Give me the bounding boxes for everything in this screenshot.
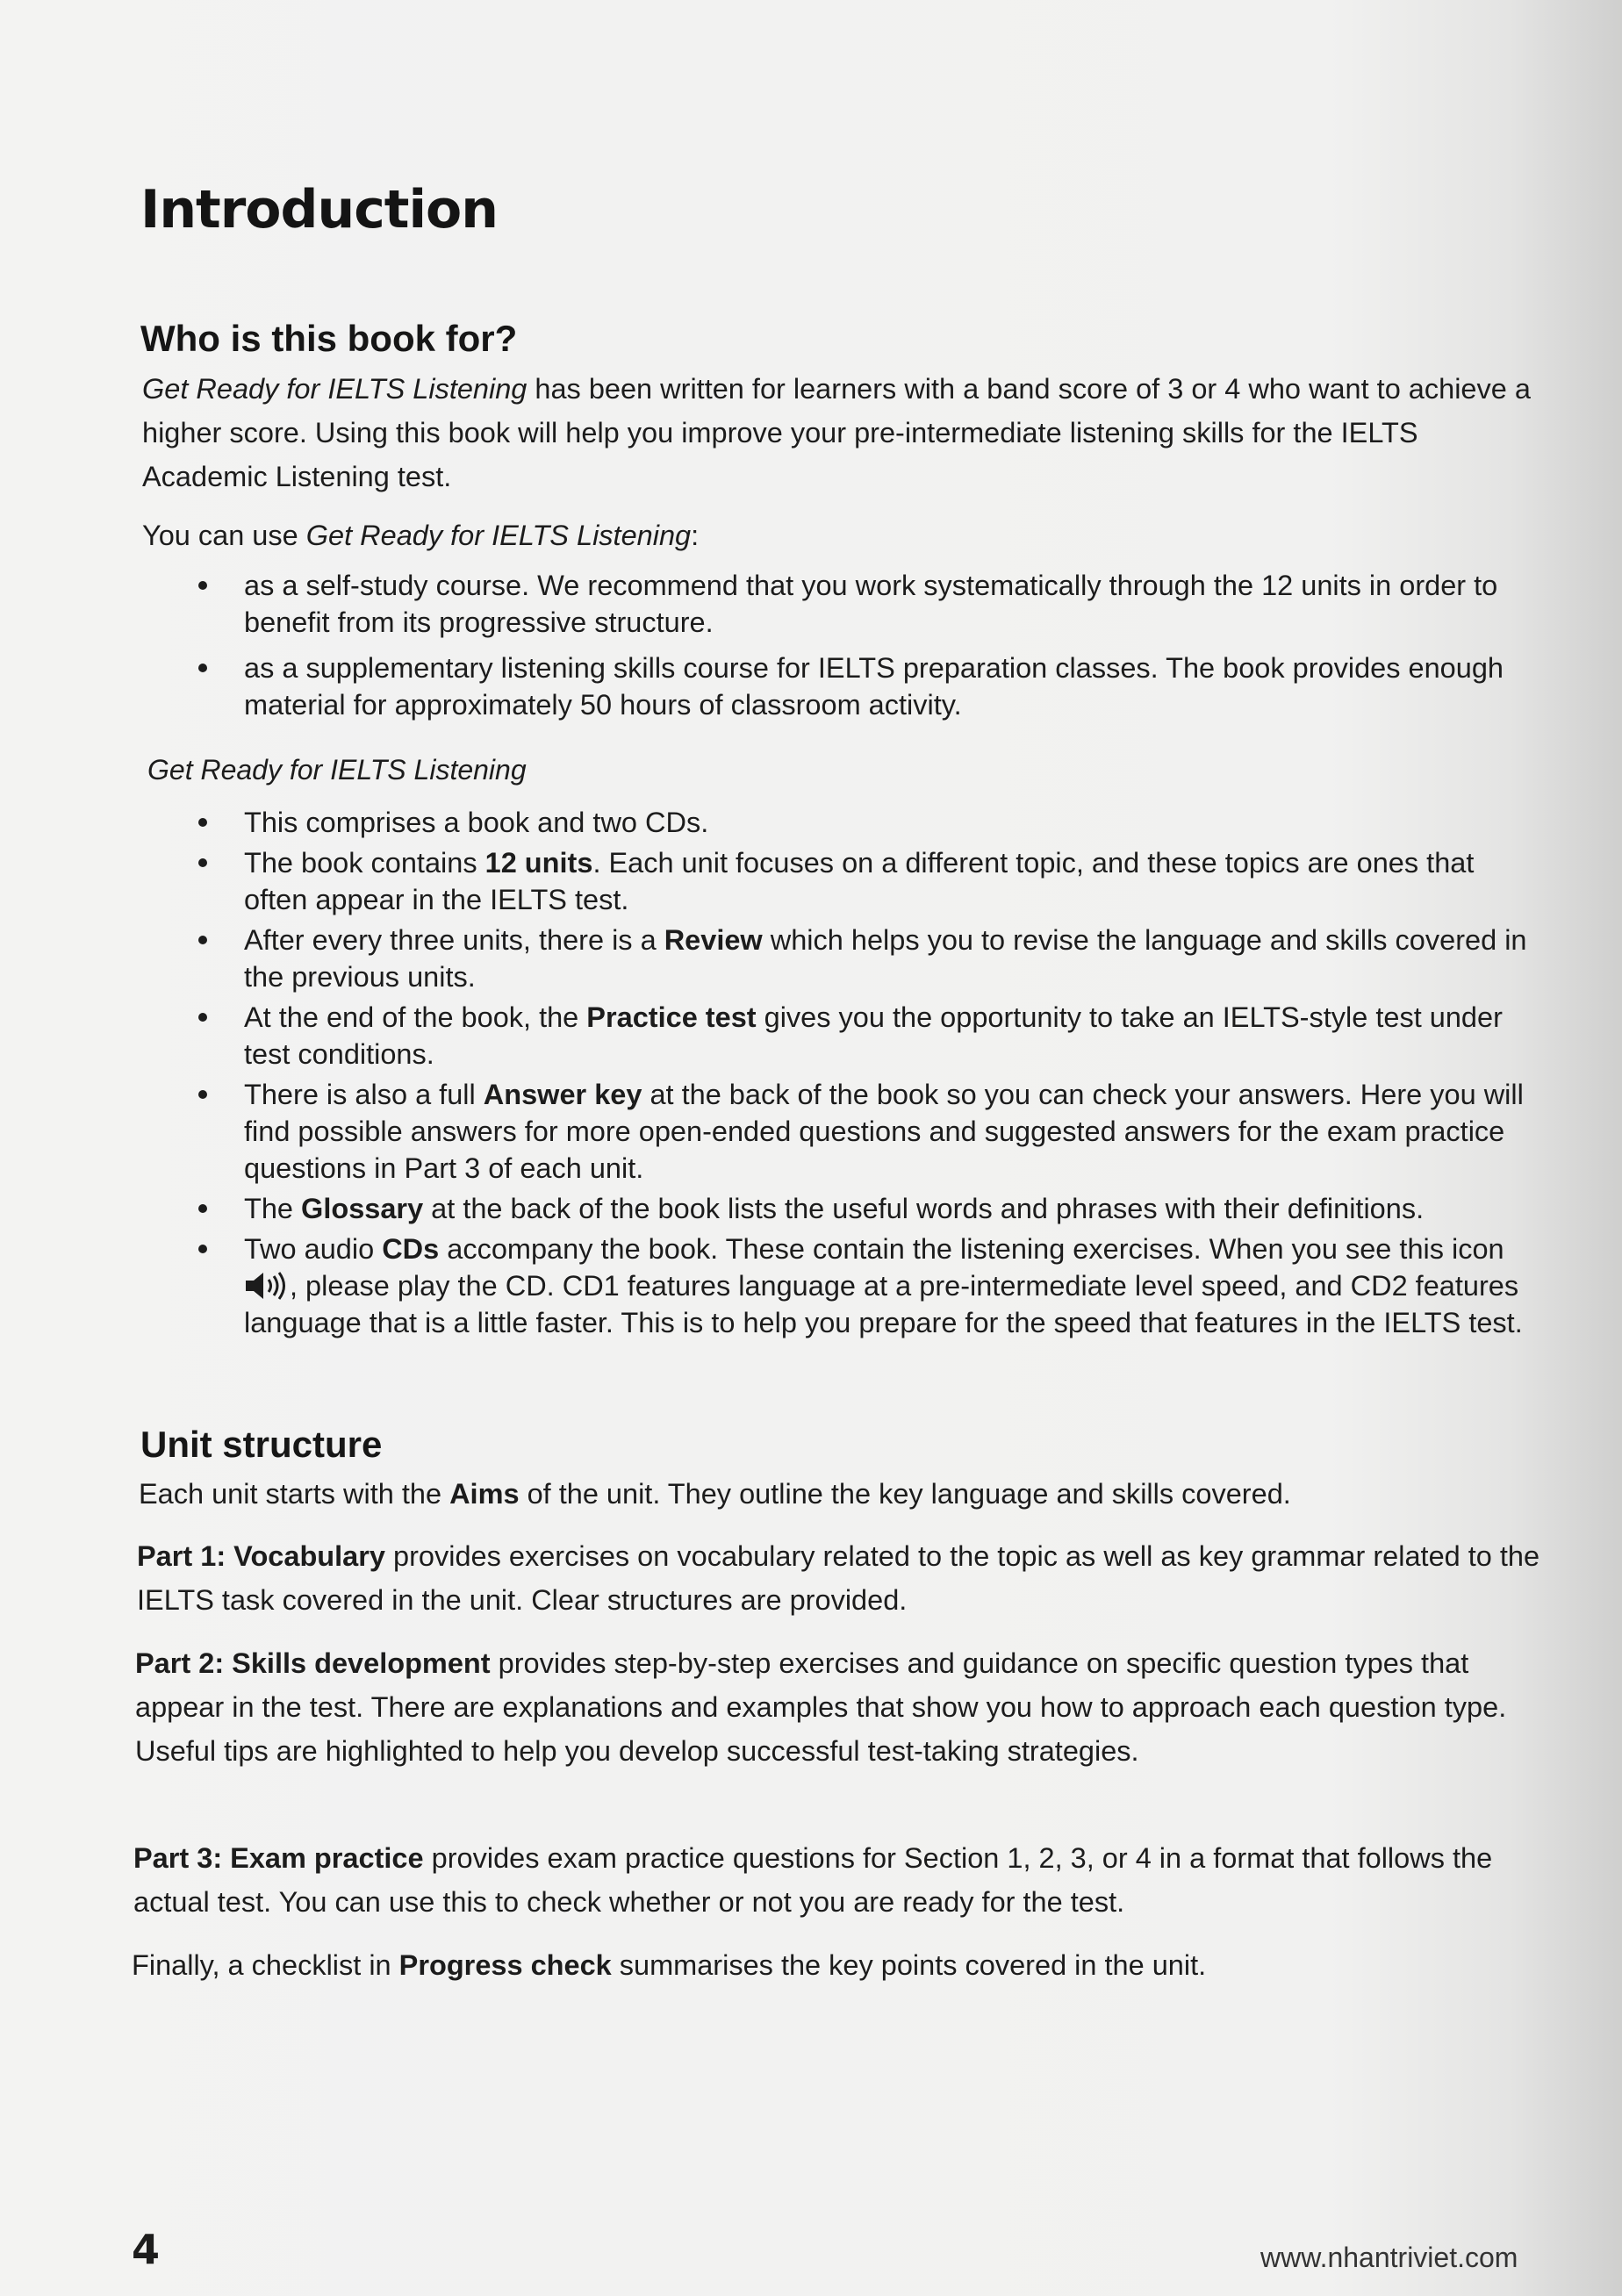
part2-paragraph: [135, 1641, 1539, 1773]
uses-list: [244, 567, 1543, 727]
page-title: Introduction: [140, 179, 498, 240]
features-list: [244, 804, 1539, 1345]
item-bold: CDs: [382, 1233, 440, 1265]
use-suffix: :: [691, 520, 700, 551]
item-text: . Each unit focuses on a different topic, and these topics are ones that often appear in the IELTS test.: [244, 847, 1475, 915]
intro-text: has been written for learners with a band score of 3 or 4 who want to achieve a higher score. Using this book will help you improve your pre-intermediate listening skills for the IELTS Academic Listening test.: [142, 373, 1531, 492]
list-item: as a supplementary listening skills course for IELTS preparation classes. The book provides enough material for approximately 50 hours of classroom activity.: [244, 649, 1543, 723]
list-item: [244, 844, 1539, 918]
part3-paragraph: [133, 1836, 1538, 1924]
para-bold: Part 2: Skills development: [135, 1647, 491, 1679]
who-heading: Who is this book for?: [140, 318, 518, 359]
features-subheading: Get Ready for IELTS Listening: [147, 754, 527, 786]
para-text: summarises the key points covered in the unit.: [611, 1949, 1207, 1981]
para-text: Each unit starts with the: [139, 1478, 450, 1510]
page-number: 4: [132, 2226, 161, 2273]
item-text: gives you the opportunity to take an IELTS-style test under test conditions.: [244, 1001, 1503, 1070]
book-title-ref: Get Ready for IELTS Listening: [305, 520, 692, 551]
item-text: accompany the book. These contain the listening exercises. When you see this icon: [439, 1233, 1504, 1265]
item-text: There is also a full: [244, 1079, 484, 1110]
use-prefix: You can use: [142, 520, 306, 551]
list-item: [244, 1076, 1539, 1187]
para-text: of the unit. They outline the key language and skills covered.: [519, 1478, 1291, 1510]
para-bold: Part 1: Vocabulary: [137, 1540, 385, 1572]
para-bold: Part 3: Exam practice: [133, 1842, 424, 1874]
para-text: Finally, a checklist in: [132, 1949, 399, 1981]
item-bold: Practice test: [586, 1001, 757, 1033]
para-text: provides exercises on vocabulary related to the topic as well as key grammar related to the IELTS task covered in the unit. Clear structures are provided.: [137, 1540, 1540, 1616]
item-text: at the back of the book so you can check your answers. Here you will find possible answers for more open-ended questions and suggested answers for the exam practice questions in Part 3 of each unit.: [244, 1079, 1524, 1184]
item-text: which helps you to revise the language and skills covered in the previous units.: [244, 924, 1527, 993]
item-text: , please play the CD. CD1 features language at a pre-intermediate level speed, and CD2 features language that is a little faster. This is to help you prepare for the speed that features in the IELTS test.: [244, 1270, 1523, 1338]
list-item: as a self-study course. We recommend that you work systematically through the 12 units in order to benefit from its progressive structure.: [244, 567, 1543, 641]
aims-paragraph: [139, 1472, 1543, 1516]
para-bold: Progress check: [398, 1949, 612, 1981]
item-bold: 12 units: [484, 847, 593, 879]
para-text: provides step-by-step exercises and guidance on specific question types that appear in the test. There are explanations and examples that show you how to approach each question type. Useful tips are highlighted to help you develop successful test-taking strategies.: [135, 1647, 1507, 1767]
progress-paragraph: [132, 1943, 1536, 1987]
list-item: [244, 922, 1539, 995]
unit-structure-heading: Unit structure: [140, 1424, 383, 1465]
item-bold: Review: [664, 924, 763, 956]
item-text: This comprises a book and two CDs.: [244, 807, 709, 838]
para-text: provides exam practice questions for Section 1, 2, 3, or 4 in a format that follows the actual test. You can use this to check whether or not you are ready for the test.: [133, 1842, 1493, 1918]
use-paragraph: [142, 513, 1547, 557]
item-text: Two audio: [244, 1233, 383, 1265]
item-text: at the back of the book lists the useful words and phrases with their definitions.: [423, 1193, 1425, 1224]
speaker-icon: [244, 1271, 290, 1301]
list-item-cds: [244, 1231, 1539, 1341]
para-bold: Aims: [449, 1478, 520, 1510]
list-item: [244, 804, 1539, 841]
item-text: After every three units, there is a: [244, 924, 664, 956]
item-bold: Glossary: [301, 1193, 424, 1224]
part1-paragraph: [137, 1534, 1541, 1622]
footer-url: www.nhantriviet.com: [1260, 2242, 1518, 2273]
item-text: The: [244, 1193, 302, 1224]
item-text: The book contains: [244, 847, 485, 879]
list-item: [244, 1190, 1539, 1227]
item-text: At the end of the book, the: [244, 1001, 587, 1033]
list-item: [244, 999, 1539, 1073]
intro-paragraph: [142, 367, 1547, 499]
item-bold: Answer key: [483, 1079, 642, 1110]
book-title-ref: Get Ready for IELTS Listening: [142, 373, 528, 405]
